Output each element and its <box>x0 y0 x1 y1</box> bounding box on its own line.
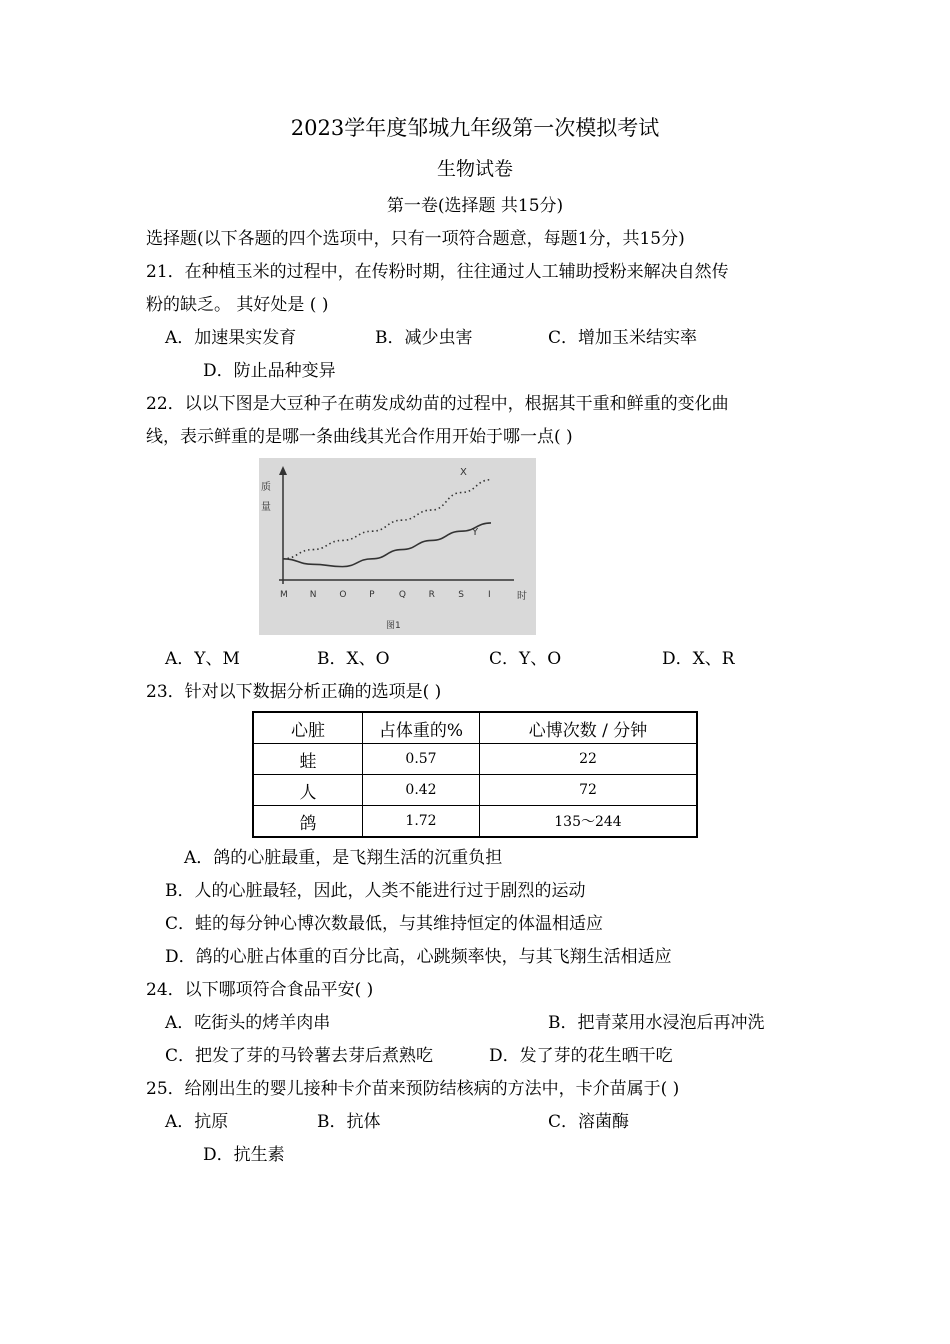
table-header: 心博次数 / 分钟 <box>480 712 698 744</box>
q22-option-b[interactable]: B．X、O <box>317 649 390 669</box>
table-row <box>253 806 697 838</box>
q22-option-c[interactable]: C．Y、O <box>489 649 562 669</box>
instructions: 选择题(以下各题的四个选项中，只有一项符合题意，每题1分，共15分) <box>146 229 685 249</box>
q23-option-b[interactable]: B．人的心脏最轻，因此，人类不能进行过于剧烈的运动 <box>165 881 586 901</box>
q23-option-a[interactable]: A．鸽的心脏最重，是飞翔生活的沉重负担 <box>184 848 503 868</box>
curve-label-y: Y <box>472 527 479 538</box>
q23-option-c[interactable]: C．蛙的每分钟心博次数最低，与其维持恒定的体温相适应 <box>165 914 604 934</box>
x-axis-label: 时 <box>517 591 527 602</box>
table-header: 心脏 <box>253 712 363 744</box>
table-cell: 0.57 <box>363 744 480 775</box>
x-tick-label: N <box>309 590 317 600</box>
x-tick-label: I <box>488 590 491 600</box>
series-y-line <box>283 523 491 567</box>
q22-option-d[interactable]: D．X、R <box>662 649 735 669</box>
section-heading: 第一卷(选择题 共15分) <box>386 196 564 216</box>
q25-option-a[interactable]: A．抗原 <box>165 1112 229 1132</box>
q21-option-d[interactable]: D．防止品种变异 <box>203 361 336 381</box>
q24-option-b[interactable]: B．把青菜用水浸泡后再冲洗 <box>548 1013 765 1033</box>
table-cell: 1.72 <box>363 806 480 838</box>
x-tick-label: O <box>339 590 347 600</box>
table-row <box>253 775 697 806</box>
table-cell: 鸽 <box>253 806 363 838</box>
x-tick-label: Q <box>398 590 406 600</box>
y-axis-arrow-icon <box>279 466 287 475</box>
table-cell: 135～244 <box>480 806 698 838</box>
q21-option-c[interactable]: C．增加玉米结实率 <box>548 328 698 348</box>
q24-text-1: 24．以下哪项符合食品平安( ) <box>146 980 374 1000</box>
x-tick-label: M <box>280 590 288 600</box>
q23-text-1: 23．针对以下数据分析正确的选项是( ) <box>146 682 442 702</box>
series-x-line <box>283 480 491 559</box>
q25-text-1: 25．给刚出生的婴儿接种卡介苗来预防结核病的方法中，卡介苗属于( ) <box>146 1079 680 1099</box>
q21-text-1: 21．在种植玉米的过程中，在传粉时期，往往通过人工辅助授粉来解决自然传 <box>146 262 729 282</box>
table-cell: 蛙 <box>253 744 363 775</box>
q21-text-2: 粉的缺乏。 其好处是 ( ) <box>146 295 329 315</box>
table-cell: 22 <box>480 744 698 775</box>
figure-caption: 图1 <box>386 621 401 631</box>
curve-label-x: X <box>460 467 467 478</box>
heart-data-table <box>252 711 698 838</box>
q25-option-d[interactable]: D．抗生素 <box>203 1145 285 1165</box>
q21-option-b[interactable]: B．减少虫害 <box>375 328 473 348</box>
q25-option-c[interactable]: C．溶菌酶 <box>548 1112 630 1132</box>
q22-text-1: 22．以以下图是大豆种子在萌发成幼苗的过程中，根据其干重和鲜重的变化曲 <box>146 394 729 414</box>
q24-option-d[interactable]: D．发了芽的花生晒干吃 <box>489 1046 673 1066</box>
x-tick-label: S <box>458 590 465 600</box>
exam-subtitle: 生物试卷 <box>436 158 513 180</box>
q21-option-a[interactable]: A．加速果实发育 <box>165 328 297 348</box>
q24-option-a[interactable]: A．吃街头的烤羊肉串 <box>165 1013 331 1033</box>
x-tick-label: P <box>369 590 375 600</box>
figure-1-graph <box>259 458 536 635</box>
table-cell: 人 <box>253 775 363 806</box>
q22-option-a[interactable]: A．Y、M <box>165 649 240 669</box>
q25-option-b[interactable]: B．抗体 <box>317 1112 381 1132</box>
table-cell: 0.42 <box>363 775 480 806</box>
table-cell: 72 <box>480 775 698 806</box>
y-axis-label-1: 质 <box>261 482 271 493</box>
q22-text-2: 线，表示鲜重的是哪一条曲线其光合作用开始于哪一点( ) <box>146 427 573 447</box>
table-row <box>253 744 697 775</box>
x-tick-label: R <box>428 590 435 600</box>
q23-option-d[interactable]: D．鸽的心脏占体重的百分比高，心跳频率快，与其飞翔生活相适应 <box>165 947 672 967</box>
table-header-row <box>253 712 697 744</box>
exam-title: 2023学年度邹城九年级第一次模拟考试 <box>290 116 660 140</box>
y-axis-label-2: 量 <box>261 502 271 513</box>
q24-option-c[interactable]: C．把发了芽的马铃薯去芽后煮熟吃 <box>165 1046 434 1066</box>
table-header: 占体重的% <box>363 712 480 744</box>
